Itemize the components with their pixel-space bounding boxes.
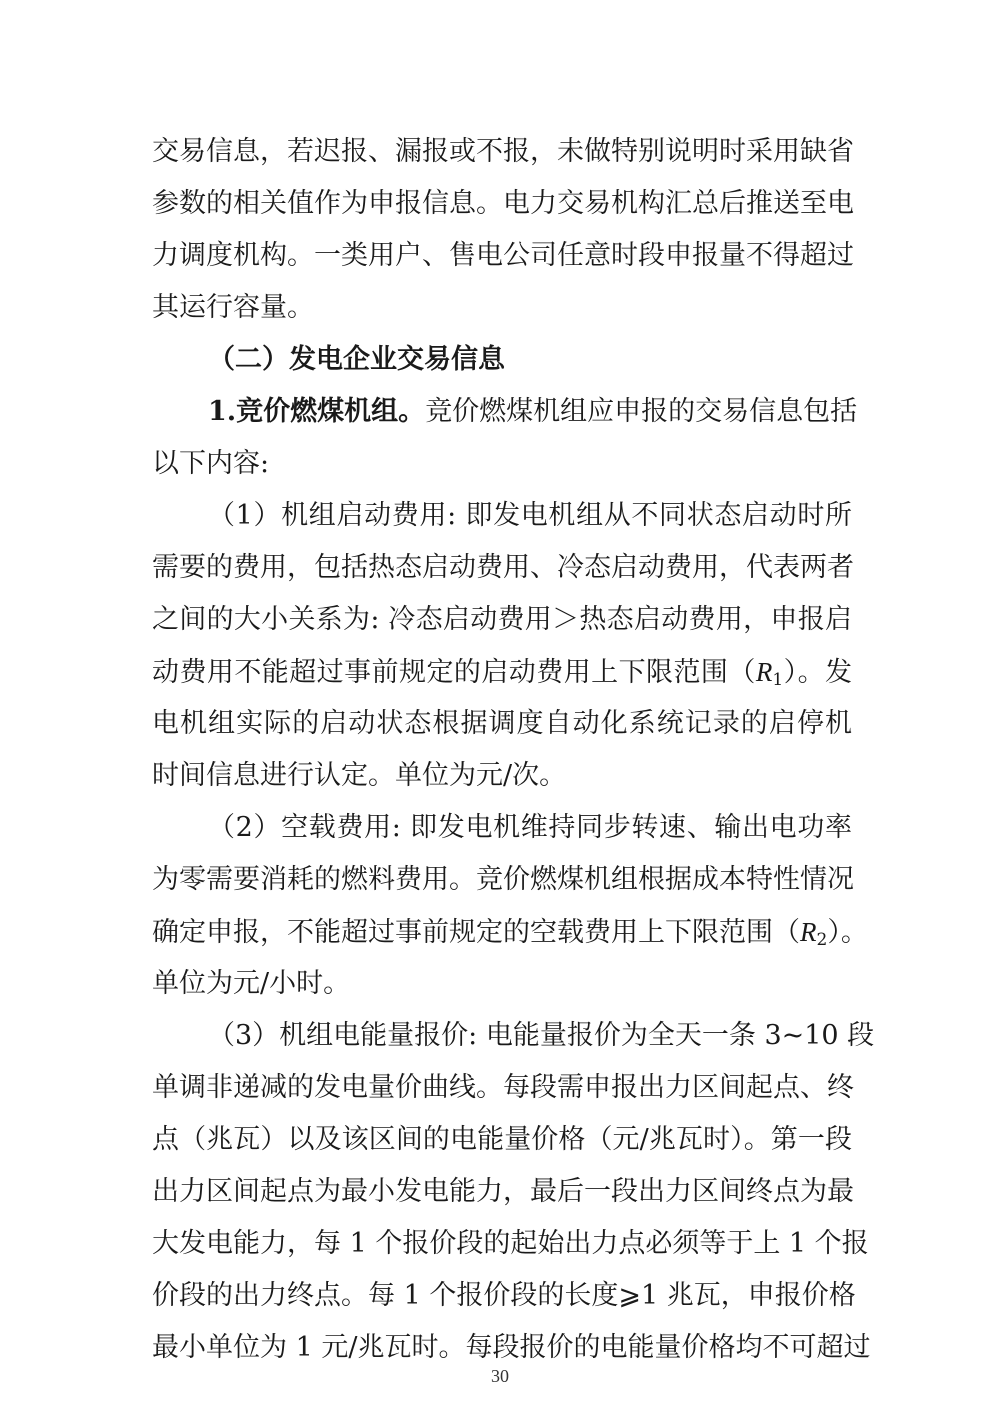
paragraph-line: 其运行容量。 xyxy=(152,292,314,323)
paragraph-line: 以下内容: xyxy=(152,448,270,479)
variable-r: R xyxy=(800,917,817,947)
page-number: 30 xyxy=(491,1366,509,1386)
section-heading: （二）发电企业交易信息 xyxy=(208,344,505,375)
line-text: ）。 xyxy=(827,917,868,948)
paragraph-line: 为零需要消耗的燃料费用。竞价燃煤机组根据成本特性情况 xyxy=(152,864,854,895)
variable-subscript: 1 xyxy=(772,670,784,690)
paragraph-line: 出力区间起点为最小发电能力，最后一段出力区间终点为最 xyxy=(152,1176,854,1207)
paragraph-line: 电机组实际的启动状态根据调度自动化系统记录的启停机 xyxy=(152,708,852,739)
variable-r: R xyxy=(755,657,773,687)
paragraph-line: 单位为元/小时。 xyxy=(152,968,351,999)
paragraph-line: 之间的大小关系为: 冷态启动费用＞热态启动费用，申报启 xyxy=(152,604,852,635)
line-text: 动费用不能超过事前规定的启动费用上下限范围（ xyxy=(152,657,756,688)
paragraph-line: 点（兆瓦）以及该区间的电能量价格（元/兆瓦时）。第一段 xyxy=(152,1124,852,1155)
paragraph-line: 大发电能力，每 1 个报价段的起始出力点必须等于上 1 个报 xyxy=(152,1228,869,1259)
variable-subscript: 2 xyxy=(816,930,828,950)
line-text: ）。发 xyxy=(783,657,853,688)
paragraph-line: 需要的费用，包括热态启动费用、冷态启动费用，代表两者 xyxy=(152,552,854,583)
paragraph-line xyxy=(152,906,868,958)
paragraph-line: 交易信息，若迟报、漏报或不报，未做特别说明时采用缺省 xyxy=(152,136,854,167)
paragraph-line: 单调非递减的发电量价曲线。每段需申报出力区间起点、终 xyxy=(152,1072,854,1103)
item-text: 竞价燃煤机组应申报的交易信息包括 xyxy=(425,396,858,427)
paragraph-line: 价段的出力终点。每 1 个报价段的长度⩾1 兆瓦，申报价格 xyxy=(152,1280,856,1311)
paragraph-line: （3）机组电能量报价: 电能量报价为全天一条 3~10 段 xyxy=(208,1020,875,1051)
paragraph-line: 最小单位为 1 元/兆瓦时。每段报价的电能量价格均不可超过 xyxy=(152,1332,871,1363)
item-heading: 1.竞价燃煤机组。 xyxy=(208,396,426,427)
paragraph-line: （2）空载费用: 即发电机维持同步转速、输出电功率 xyxy=(208,812,852,843)
paragraph-line: 力调度机构。一类用户、售电公司任意时段申报量不得超过 xyxy=(152,240,854,271)
line-text: 确定申报，不能超过事前规定的空载费用上下限范围（ xyxy=(152,917,800,948)
paragraph-line: 时间信息进行认定。单位为元/次。 xyxy=(152,760,567,791)
paragraph-line: 参数的相关值作为申报信息。电力交易机构汇总后推送至电 xyxy=(152,188,854,219)
paragraph-line xyxy=(208,386,858,438)
paragraph-line xyxy=(152,646,852,698)
paragraph-line: （1）机组启动费用: 即发电机组从不同状态启动时所 xyxy=(208,500,852,531)
